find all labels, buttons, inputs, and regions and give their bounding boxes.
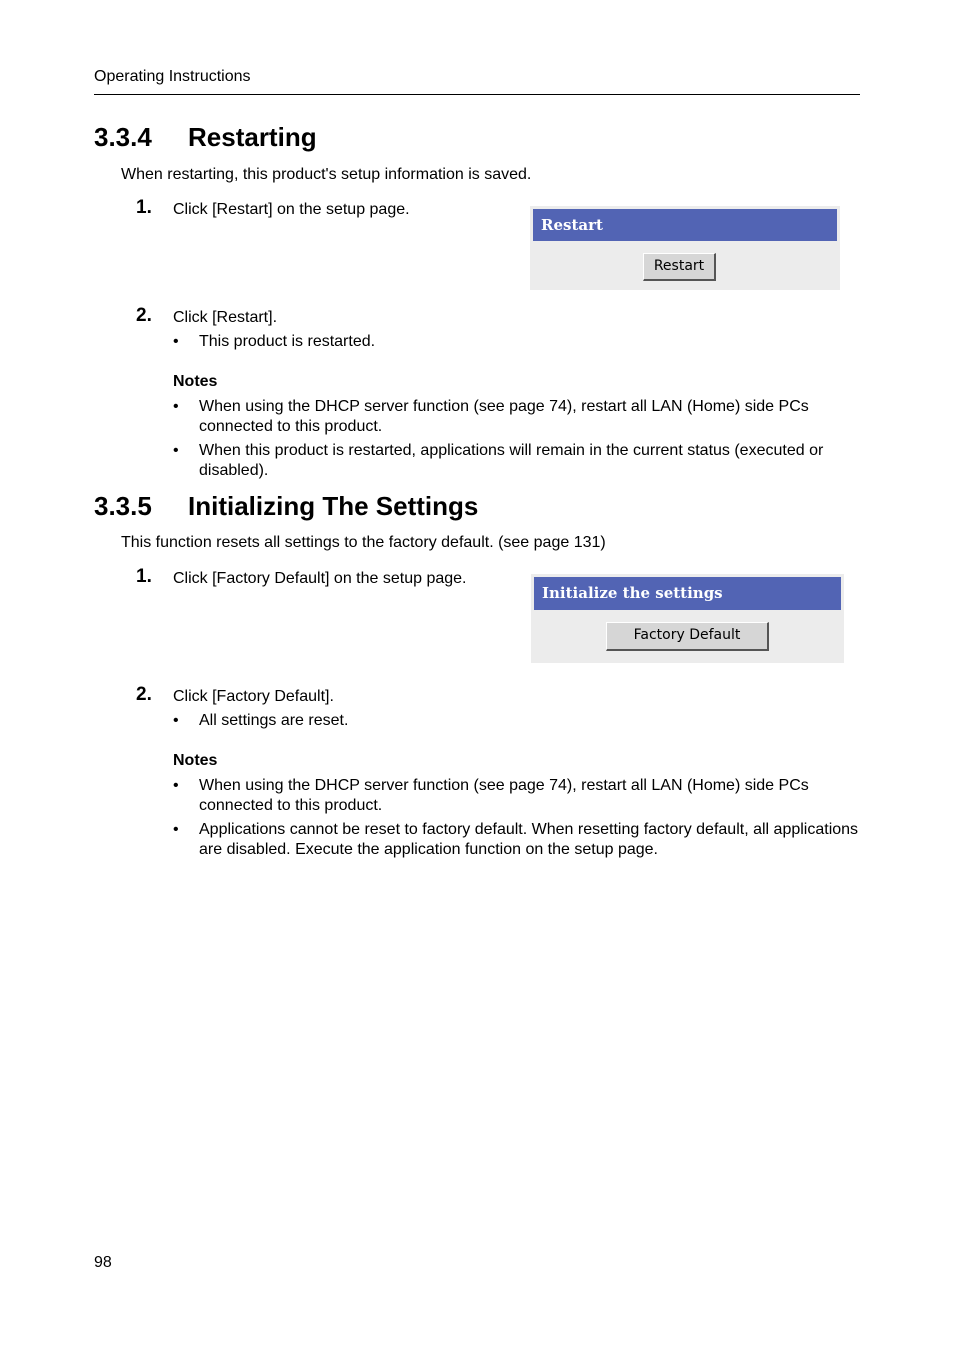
bullet-text: All settings are reset.: [199, 712, 349, 729]
bullet-icon: •: [173, 333, 179, 350]
note-item: When this product is restarted, applications will remain in the current status (executed or disabled).: [199, 442, 824, 479]
step-text: Click [Factory Default].: [173, 688, 334, 705]
section-title: Initializing The Settings: [188, 491, 479, 521]
bullet-text: This product is restarted.: [199, 333, 376, 350]
note-item: When using the DHCP server function (see page 74), restart all LAN (Home) side PCs connected to this product.: [199, 777, 809, 814]
step-text: Click [Factory Default] on the setup page.: [173, 570, 467, 587]
section-number: 3.3.5: [94, 491, 152, 521]
step-number: 2.: [136, 684, 152, 705]
restart-panel-title: Restart: [533, 209, 837, 241]
bullet-icon: •: [173, 777, 179, 794]
factory-default-button[interactable]: Factory Default: [606, 622, 769, 651]
initialize-panel-title: Initialize the settings: [534, 577, 841, 610]
notes-heading: Notes: [173, 373, 218, 390]
bullet-icon: •: [173, 398, 179, 415]
section-heading-initializing: [94, 491, 478, 522]
running-header: Operating Instructions: [94, 68, 251, 85]
step-number: 1.: [136, 566, 152, 587]
initialize-panel: [531, 574, 844, 663]
note-item: When using the DHCP server function (see page 74), restart all LAN (Home) side PCs connected to this product.: [199, 398, 809, 435]
section-number: 3.3.4: [94, 122, 152, 152]
section-heading-restarting: [94, 122, 317, 153]
step-text: Click [Restart] on the setup page.: [173, 201, 410, 218]
section-title: Restarting: [188, 122, 317, 152]
step-number: 2.: [136, 305, 152, 326]
notes-heading: Notes: [173, 752, 218, 769]
header-divider: [94, 94, 860, 95]
bullet-icon: •: [173, 712, 179, 729]
section-intro: This function resets all settings to the factory default. (see page 131): [121, 534, 606, 551]
step-number: 1.: [136, 197, 152, 218]
bullet-icon: •: [173, 821, 179, 838]
section-intro: When restarting, this product's setup information is saved.: [121, 166, 532, 183]
bullet-icon: •: [173, 442, 179, 459]
restart-panel: [530, 206, 840, 290]
step-text: Click [Restart].: [173, 309, 278, 326]
restart-button[interactable]: Restart: [643, 253, 716, 281]
note-item: Applications cannot be reset to factory default. When resetting factory default, all applications are disabled. Execute the application function on the setup page.: [199, 821, 859, 858]
page-number: 98: [94, 1254, 112, 1271]
